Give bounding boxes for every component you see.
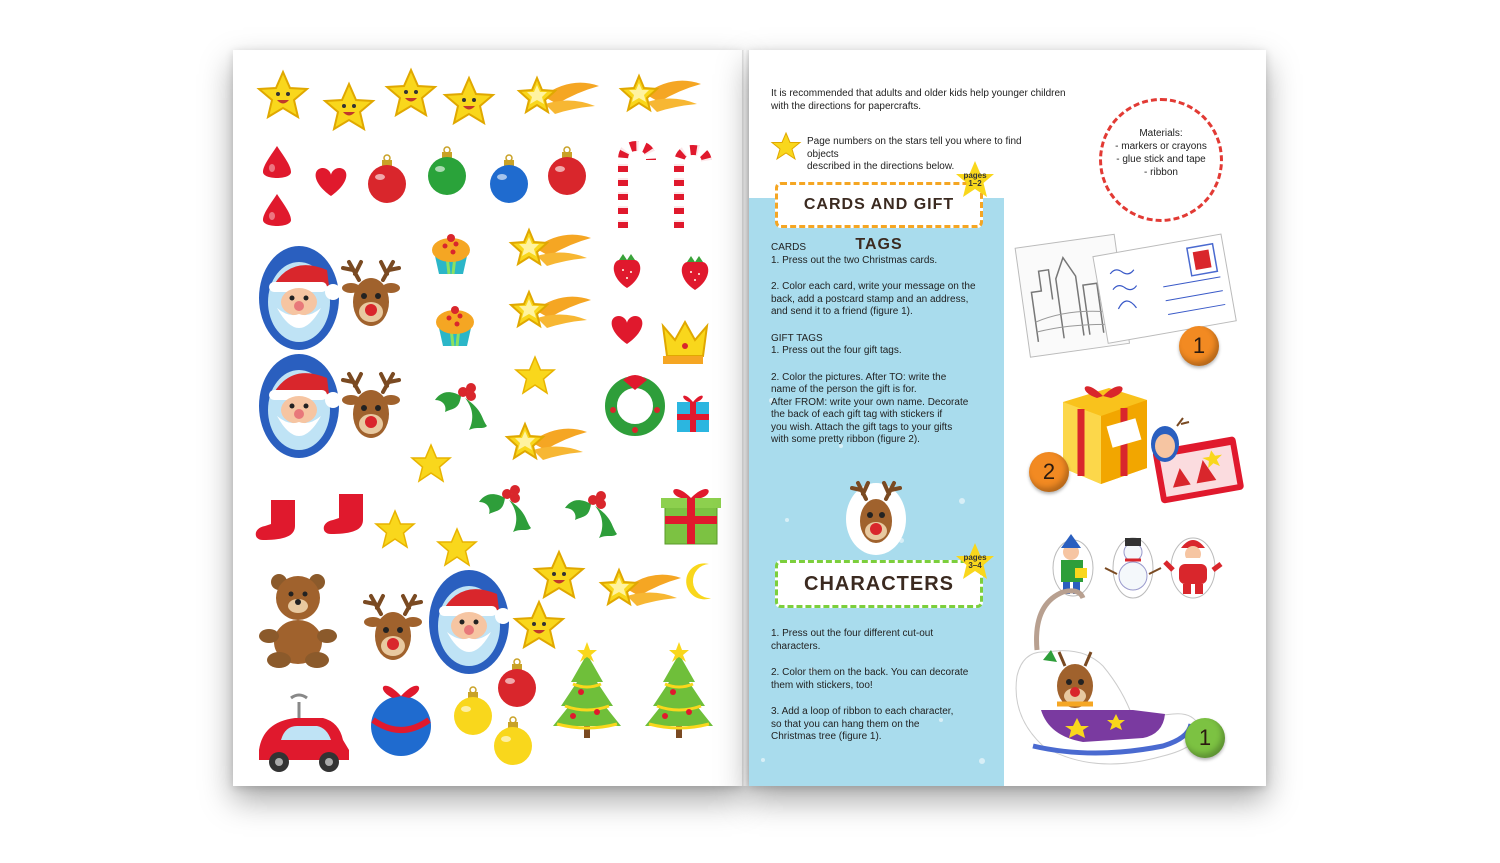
materials-title: Materials: bbox=[1139, 128, 1183, 139]
materials-item: - glue stick and tape bbox=[1116, 154, 1206, 165]
star-note-line-1: Page numbers on the stars tell you where to find objects bbox=[807, 136, 1022, 160]
sticker-sheet-page bbox=[233, 50, 742, 786]
instruction-step: characters. bbox=[771, 640, 821, 652]
instruction-step: After FROM: write your own name. Decorate bbox=[771, 396, 969, 408]
wreath-sticker bbox=[610, 375, 660, 433]
candy-canes bbox=[623, 146, 707, 228]
pages-word: pages bbox=[963, 171, 987, 180]
figure-number: 2 bbox=[1042, 459, 1056, 484]
figure-number-badge bbox=[1029, 452, 1069, 492]
pages-range: 1–2 bbox=[968, 179, 982, 188]
section1-title: CARDS AND GIFT TAGS bbox=[803, 196, 955, 253]
ornament-ball-sticker bbox=[371, 686, 431, 756]
materials-item: - markers or crayons bbox=[1115, 141, 1207, 152]
pages-star-badge bbox=[955, 160, 995, 200]
instruction-step: so that you can hang them on the bbox=[771, 718, 920, 730]
reindeer-ornament-illustration bbox=[1013, 586, 1213, 766]
toy-car-sticker bbox=[259, 695, 349, 772]
small-gift-sticker bbox=[677, 396, 709, 432]
intro-text bbox=[771, 88, 1091, 113]
figure-number-badge bbox=[1185, 718, 1225, 758]
pages-word: pages bbox=[963, 553, 987, 562]
teddy-bear-sticker bbox=[259, 574, 337, 668]
cards-and-gift-tags-heading bbox=[775, 182, 983, 253]
intro-line-2: with the directions for papercrafts. bbox=[771, 100, 922, 112]
cards-subheading: CARDS bbox=[771, 242, 807, 253]
instruction-step: name of the person the gift is for. bbox=[771, 384, 917, 395]
instruction-step: Christmas tree (figure 1). bbox=[771, 731, 882, 742]
reindeer-badge bbox=[841, 474, 911, 556]
instruction-step: 3. Add a loop of ribbon to each character, bbox=[771, 706, 954, 717]
instruction-step: with some pretty ribbon (figure 2). bbox=[771, 434, 920, 445]
instruction-step: 2. Color the pictures. After TO: write the bbox=[771, 371, 947, 383]
gift-and-tag-illustration bbox=[1053, 372, 1253, 502]
star-icon bbox=[771, 132, 801, 162]
book-gutter bbox=[742, 50, 749, 786]
intro-line-1: It is recommended that adults and older kids help younger children bbox=[771, 88, 1066, 99]
instruction-step: 1. Press out the four different cut-out bbox=[771, 628, 934, 639]
cards-instructions bbox=[771, 242, 1001, 447]
characters-heading bbox=[775, 560, 983, 608]
instruction-step: you wish. Attach the gift tags to your gifts bbox=[771, 421, 953, 433]
instruction-step: 1. Press out the four gift tags. bbox=[771, 345, 902, 356]
star-note-line-2: described in the directions below. bbox=[807, 161, 955, 172]
pages-star-badge bbox=[955, 542, 995, 582]
materials-circle bbox=[1099, 98, 1223, 222]
instruction-step: 2. Color each card, write your message on the bbox=[771, 281, 976, 292]
materials-item: - ribbon bbox=[1144, 167, 1178, 178]
instruction-step: the back of each gift tag with stickers if bbox=[771, 409, 943, 420]
moon-sticker bbox=[686, 563, 711, 599]
instruction-step: and send it to a friend (figure 1). bbox=[771, 306, 913, 317]
directions-page bbox=[749, 50, 1266, 786]
instruction-step: 1. Press out the two Christmas cards. bbox=[771, 254, 938, 266]
pages-range: 3–4 bbox=[968, 561, 982, 570]
instruction-step: back, add a postcard stamp and an address, bbox=[771, 293, 969, 305]
sticker-sheet-art bbox=[233, 50, 742, 786]
crown-sticker bbox=[663, 322, 707, 364]
instruction-step: them with stickers, too! bbox=[771, 679, 873, 691]
figure-number: 1 bbox=[1192, 333, 1206, 358]
characters-instructions bbox=[771, 628, 1001, 744]
section2-title: CHARACTERS bbox=[804, 573, 954, 595]
gift-tags-subheading: GIFT TAGS bbox=[771, 332, 823, 344]
figure-number-badge bbox=[1179, 326, 1219, 366]
figure-number: 1 bbox=[1198, 725, 1212, 750]
instruction-step: 2. Color them on the back. You can decorate bbox=[771, 667, 969, 678]
